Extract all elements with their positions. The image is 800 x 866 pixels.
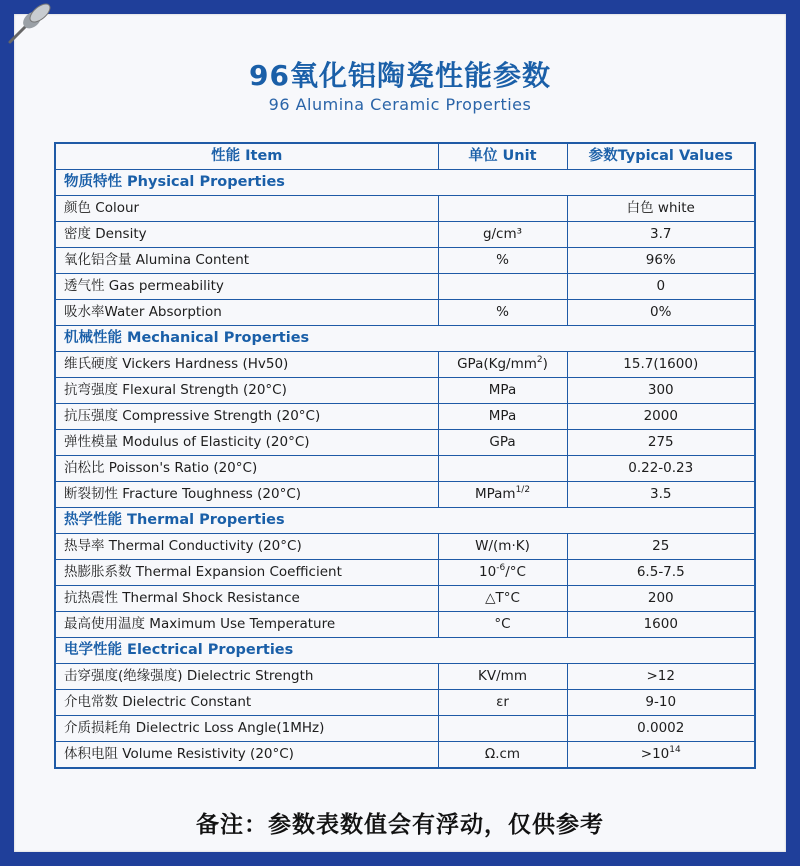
value-cell xyxy=(567,482,755,508)
value-cell xyxy=(567,352,755,378)
unit-cell xyxy=(438,248,567,274)
item-cell: 介质损耗角 Dielectric Loss Angle(1MHz) xyxy=(55,716,438,742)
unit-cell xyxy=(438,300,567,326)
unit-cell xyxy=(438,404,567,430)
unit-superscript: -6 xyxy=(496,563,506,573)
unit-cell xyxy=(438,560,567,586)
unit-cell xyxy=(438,586,567,612)
value-text: 1600 xyxy=(643,616,678,632)
value-cell xyxy=(567,222,755,248)
item-cell: 最高使用温度 Maximum Use Temperature xyxy=(55,612,438,638)
section-row xyxy=(55,638,755,664)
section-row xyxy=(55,170,755,196)
unit-cell xyxy=(438,612,567,638)
table-body xyxy=(55,170,755,769)
item-cell: 抗热震性 Thermal Shock Resistance xyxy=(55,586,438,612)
unit-text: εr xyxy=(496,694,509,710)
value-cell xyxy=(567,742,755,769)
value-text: 96% xyxy=(645,252,676,268)
value-text: 0% xyxy=(650,304,672,320)
table-row xyxy=(55,248,755,274)
value-text: 3.5 xyxy=(650,486,672,502)
unit-cell xyxy=(438,378,567,404)
value-text: 白色 white xyxy=(626,200,695,216)
item-cell: 密度 Density xyxy=(55,222,438,248)
value-text: 15.7(1600) xyxy=(623,356,699,372)
table-row xyxy=(55,534,755,560)
properties-table xyxy=(54,142,756,769)
unit-cell xyxy=(438,664,567,690)
section-row xyxy=(55,508,755,534)
value-cell xyxy=(567,456,755,482)
table-row xyxy=(55,274,755,300)
table-row xyxy=(55,612,755,638)
unit-cell xyxy=(438,352,567,378)
unit-cell xyxy=(438,690,567,716)
unit-cell xyxy=(438,534,567,560)
value-cell xyxy=(567,430,755,456)
table-row xyxy=(55,742,755,769)
unit-suffix: /°C xyxy=(505,564,526,580)
unit-cell xyxy=(438,274,567,300)
section-title: 热学性能 Thermal Properties xyxy=(55,508,755,534)
value-text: 2000 xyxy=(643,408,678,424)
table-row xyxy=(55,378,755,404)
value-text: >12 xyxy=(646,668,675,684)
item-cell: 热导率 Thermal Conductivity (20°C) xyxy=(55,534,438,560)
unit-cell xyxy=(438,222,567,248)
value-cell xyxy=(567,716,755,742)
header-item: 性能 Item xyxy=(55,143,438,170)
page-title: 96氧化铝陶瓷性能参数 xyxy=(249,59,551,92)
unit-text: △T°C xyxy=(485,590,520,606)
value-text: 0 xyxy=(656,278,666,294)
value-text: 300 xyxy=(647,382,674,398)
table-row xyxy=(55,482,755,508)
unit-text: GPa xyxy=(489,434,516,450)
unit-text: GPa(Kg/mm xyxy=(457,356,537,372)
item-cell: 断裂韧性 Fracture Toughness (20°C) xyxy=(55,482,438,508)
section-title: 物质特性 Physical Properties xyxy=(55,170,755,196)
table-row xyxy=(55,716,755,742)
value-cell xyxy=(567,248,755,274)
header-unit: 单位 Unit xyxy=(438,143,567,170)
unit-text: KV/mm xyxy=(478,668,527,684)
item-cell: 抗压强度 Compressive Strength (20°C) xyxy=(55,404,438,430)
unit-suffix: ) xyxy=(542,356,548,372)
value-cell xyxy=(567,690,755,716)
push-pin-icon xyxy=(2,2,62,46)
value-cell xyxy=(567,196,755,222)
value-text: 275 xyxy=(647,434,674,450)
value-text: 6.5-7.5 xyxy=(636,564,685,580)
unit-cell xyxy=(438,482,567,508)
unit-text: MPam xyxy=(474,486,516,502)
value-text: 0.22-0.23 xyxy=(628,460,694,476)
table-row xyxy=(55,456,755,482)
value-cell xyxy=(567,664,755,690)
value-cell xyxy=(567,586,755,612)
unit-text: °C xyxy=(494,616,511,632)
unit-superscript: 1/2 xyxy=(515,485,531,495)
table-header-row xyxy=(55,143,755,170)
footnote: 备注：参数表数值会有浮动，仅供参考 xyxy=(196,812,604,838)
unit-cell xyxy=(438,196,567,222)
unit-superscript: 2 xyxy=(536,355,543,365)
unit-cell xyxy=(438,716,567,742)
table-row xyxy=(55,560,755,586)
value-cell xyxy=(567,300,755,326)
table-row xyxy=(55,300,755,326)
unit-cell xyxy=(438,742,567,769)
unit-text: Ω.cm xyxy=(484,746,521,762)
table-row xyxy=(55,430,755,456)
unit-text: 10 xyxy=(479,564,497,580)
value-text: 3.7 xyxy=(650,226,672,242)
unit-text: W/(m·K) xyxy=(475,538,530,554)
table-row xyxy=(55,196,755,222)
page-subtitle: 96 Alumina Ceramic Properties xyxy=(268,95,532,114)
unit-cell xyxy=(438,430,567,456)
section-row xyxy=(55,326,755,352)
table-row xyxy=(55,222,755,248)
value-cell xyxy=(567,274,755,300)
value-cell xyxy=(567,612,755,638)
item-cell: 颜色 Colour xyxy=(55,196,438,222)
value-cell xyxy=(567,378,755,404)
item-cell: 透气性 Gas permeability xyxy=(55,274,438,300)
header-value: 参数Typical Values xyxy=(567,143,755,170)
item-cell: 热膨胀系数 Thermal Expansion Coefficient xyxy=(55,560,438,586)
value-text: 200 xyxy=(647,590,674,606)
item-cell: 击穿强度(绝缘强度) Dielectric Strength xyxy=(55,664,438,690)
table-row xyxy=(55,404,755,430)
value-text: 0.0002 xyxy=(637,720,685,736)
unit-cell xyxy=(438,456,567,482)
item-cell: 维氏硬度 Vickers Hardness (Hv50) xyxy=(55,352,438,378)
unit-text: MPa xyxy=(488,408,517,424)
value-cell xyxy=(567,534,755,560)
value-text: 9-10 xyxy=(645,694,677,710)
table-row xyxy=(55,352,755,378)
unit-text: % xyxy=(496,252,509,268)
item-cell: 泊松比 Poisson's Ratio (20°C) xyxy=(55,456,438,482)
table-row xyxy=(55,586,755,612)
item-cell: 抗弯强度 Flexural Strength (20°C) xyxy=(55,378,438,404)
item-cell: 吸水率Water Absorption xyxy=(55,300,438,326)
unit-text: % xyxy=(496,304,509,320)
table-row xyxy=(55,690,755,716)
unit-text: g/cm³ xyxy=(482,226,523,242)
item-cell: 氧化铝含量 Alumina Content xyxy=(55,248,438,274)
table-row xyxy=(55,664,755,690)
value-text: 25 xyxy=(652,538,670,554)
value-superscript: 14 xyxy=(669,745,681,755)
value-cell xyxy=(567,560,755,586)
section-title: 电学性能 Electrical Properties xyxy=(55,638,755,664)
item-cell: 弹性模量 Modulus of Elasticity (20°C) xyxy=(55,430,438,456)
value-text: >10 xyxy=(640,746,670,762)
value-cell xyxy=(567,404,755,430)
item-cell: 体积电阻 Volume Resistivity (20°C) xyxy=(55,742,438,769)
unit-text: MPa xyxy=(488,382,517,398)
section-title: 机械性能 Mechanical Properties xyxy=(55,326,755,352)
item-cell: 介电常数 Dielectric Constant xyxy=(55,690,438,716)
